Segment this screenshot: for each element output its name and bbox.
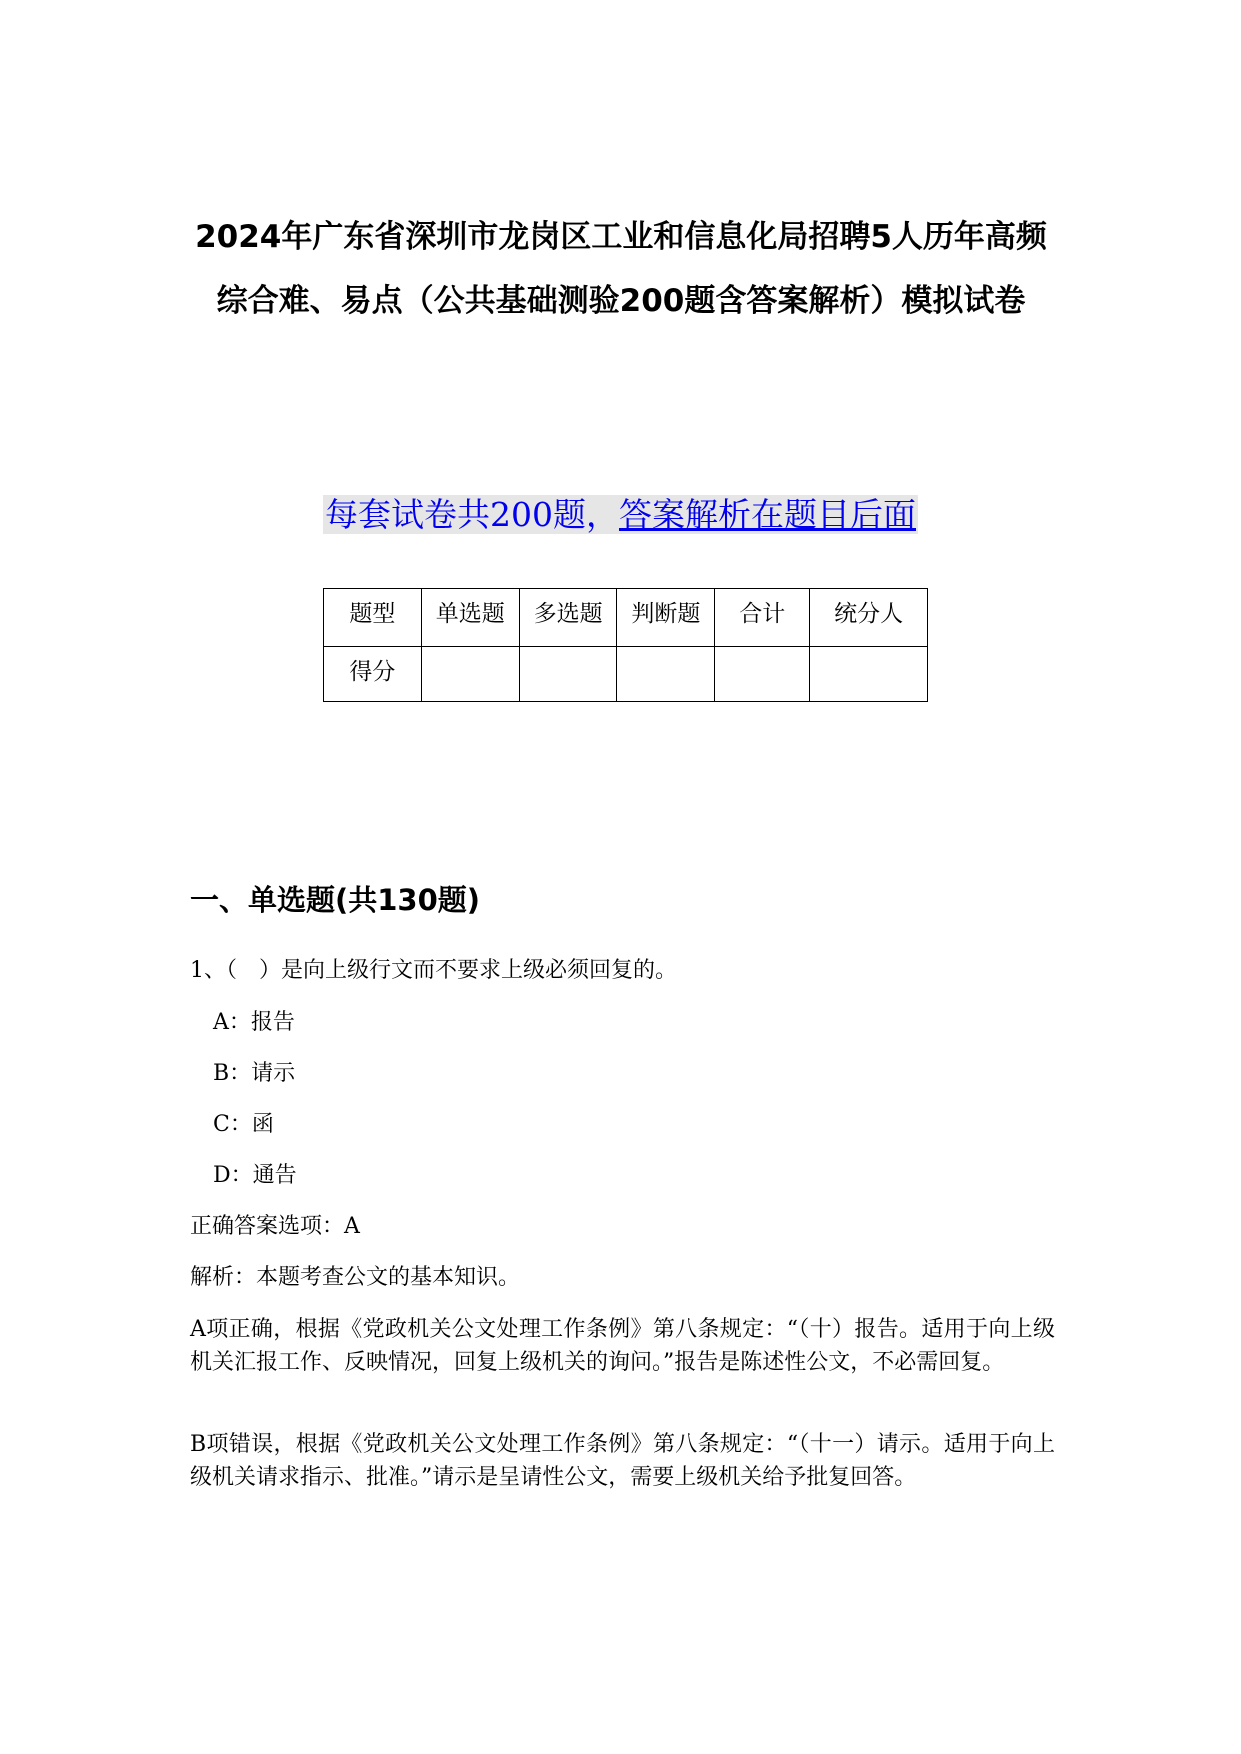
answer-line: 正确答案选项：A <box>190 1214 360 1239</box>
explanation-paragraph: B项错误，根据《党政机关公文处理工作条例》第八条规定：“（十一）请示。适用于向上级机关请求指示、批准。”请示是呈请性公文，需要上级机关给予批复回答。 <box>190 1432 1055 1490</box>
header-cell-true-false: 判断题 <box>617 589 715 647</box>
score-table-header-row <box>324 589 928 647</box>
option-d: D：通告 <box>213 1163 297 1188</box>
banner-text: 每套试卷共200题， <box>325 495 619 534</box>
analysis-line: 解析：本题考查公文的基本知识。 <box>190 1265 521 1290</box>
header-cell-type: 题型 <box>324 589 422 647</box>
score-table-score-row <box>324 647 928 702</box>
score-cell-single-choice <box>421 647 519 702</box>
score-row-label: 得分 <box>324 647 422 702</box>
question-stem: 1、（ ）是向上级行文而不要求上级必须回复的。 <box>190 958 677 983</box>
option-c: C：函 <box>213 1112 274 1137</box>
score-cell-multiple-choice <box>519 647 617 702</box>
score-cell-grader <box>810 647 928 702</box>
score-table <box>323 588 928 702</box>
banner <box>0 493 1241 537</box>
answer-location-link[interactable]: 答案解析在题目后面 <box>619 495 916 534</box>
header-cell-multiple-choice: 多选题 <box>519 589 617 647</box>
page-title: 2024年广东省深圳市龙岗区工业和信息化局招聘5人历年高频综合难、易点（公共基础测验200题含答案解析）模拟试卷 <box>195 219 1047 319</box>
score-cell-total <box>715 647 810 702</box>
header-cell-grader: 统分人 <box>810 589 928 647</box>
header-cell-total: 合计 <box>715 589 810 647</box>
section-heading: 一、单选题(共130题) <box>190 883 481 917</box>
explanation-paragraph: A项正确，根据《党政机关公文处理工作条例》第八条规定：“（十）报告。适用于向上级机关汇报工作、反映情况，回复上级机关的询问。”报告是陈述性公文，不必需回复。 <box>190 1317 1055 1375</box>
banner-highlight <box>323 495 918 534</box>
header-cell-single-choice: 单选题 <box>421 589 519 647</box>
option-b: B：请示 <box>213 1061 296 1086</box>
score-cell-true-false <box>617 647 715 702</box>
option-a: A：报告 <box>213 1010 295 1035</box>
